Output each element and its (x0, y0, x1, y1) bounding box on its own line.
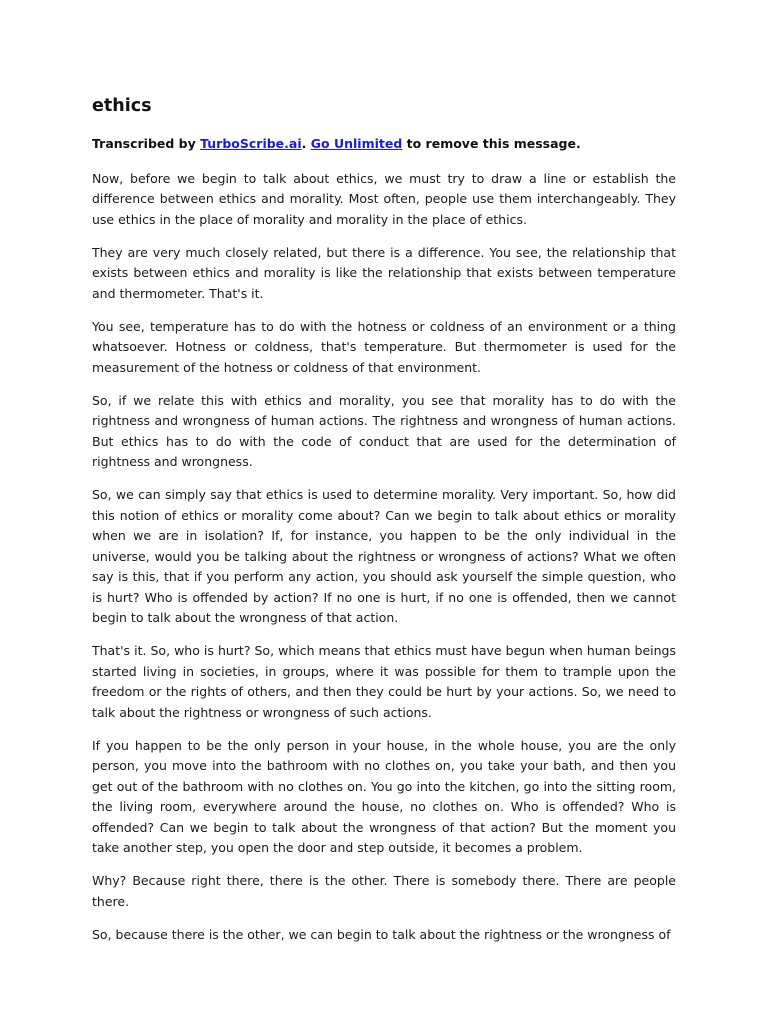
transcription-notice (92, 134, 676, 155)
paragraph: So, if we relate this with ethics and morality, you see that morality has to do with the rightness and wrongness of human actions. The rightness and wrongness of human actions. But ethics has to do with the code of conduct that are used for the determination of rightness and wrongness. (92, 392, 676, 469)
paragraph: Why? Because right there, there is the other. There is somebody there. There are people there. (92, 873, 676, 909)
paragraph: That's it. So, who is hurt? So, which means that ethics must have begun when human beings started living in societies, in groups, where it was possible for them to trample upon the freedom or the rights of others, and then they could be hurt by your actions. So, we need to talk about the rightness or wrongness of such actions. (92, 643, 676, 720)
notice-suffix: to remove this message. (402, 136, 581, 151)
go-unlimited-link[interactable]: Go Unlimited (310, 136, 403, 151)
paragraph: So, we can simply say that ethics is used to determine morality. Very important. So, how did this notion of ethics or morality come about? Can we begin to talk about ethics or morality when we are in isolation? If, for instance, you happen to be the only individual in the universe, would you be talking about the rightness or wrongness of actions? What we often say is this, that if you perform any action, you should ask yourself the simple question, who is hurt? Who is offended by action? If no one is hurt, if no one is offended, then we cannot begin to talk about the wrongness of that action. (92, 487, 676, 625)
paragraph: So, because there is the other, we can begin to talk about the rightness or the wrongness of (92, 926, 671, 942)
turboscribe-link[interactable]: TurboScribe.ai (200, 136, 302, 151)
paragraph: You see, temperature has to do with the hotness or coldness of an environment or a thing whatsoever. Hotness or coldness, that's temperature. But thermometer is used for the measurement of the hotness or coldness of that environment. (92, 318, 676, 375)
notice-separator: . (301, 136, 311, 151)
document-page (92, 94, 676, 945)
paragraph: If you happen to be the only person in your house, in the whole house, you are the only person, you move into the bathroom with no clothes on, you take your bath, and then you get out of the bathroom with no clothes on. You go into the kitchen, go into the sitting room, the living room, everywhere around the house, no clothes on. Who is offended? Who is offended? Can we begin to talk about the wrongness of that action? But the moment you take another step, you open the door and step outside, it becomes a problem. (92, 737, 676, 855)
paragraph: Now, before we begin to talk about ethics, we must try to draw a line or establish the difference between ethics and morality. Most often, people use them interchangeably. They use ethics in the place of morality and morality in the place of ethics. (92, 170, 676, 227)
document-title: ethics (92, 96, 152, 116)
notice-prefix: Transcribed by (92, 136, 201, 151)
paragraph: They are very much closely related, but there is a difference. You see, the relationship that exists between ethics and morality is like the relationship that exists between temperature and thermometer. That's it. (92, 244, 676, 301)
